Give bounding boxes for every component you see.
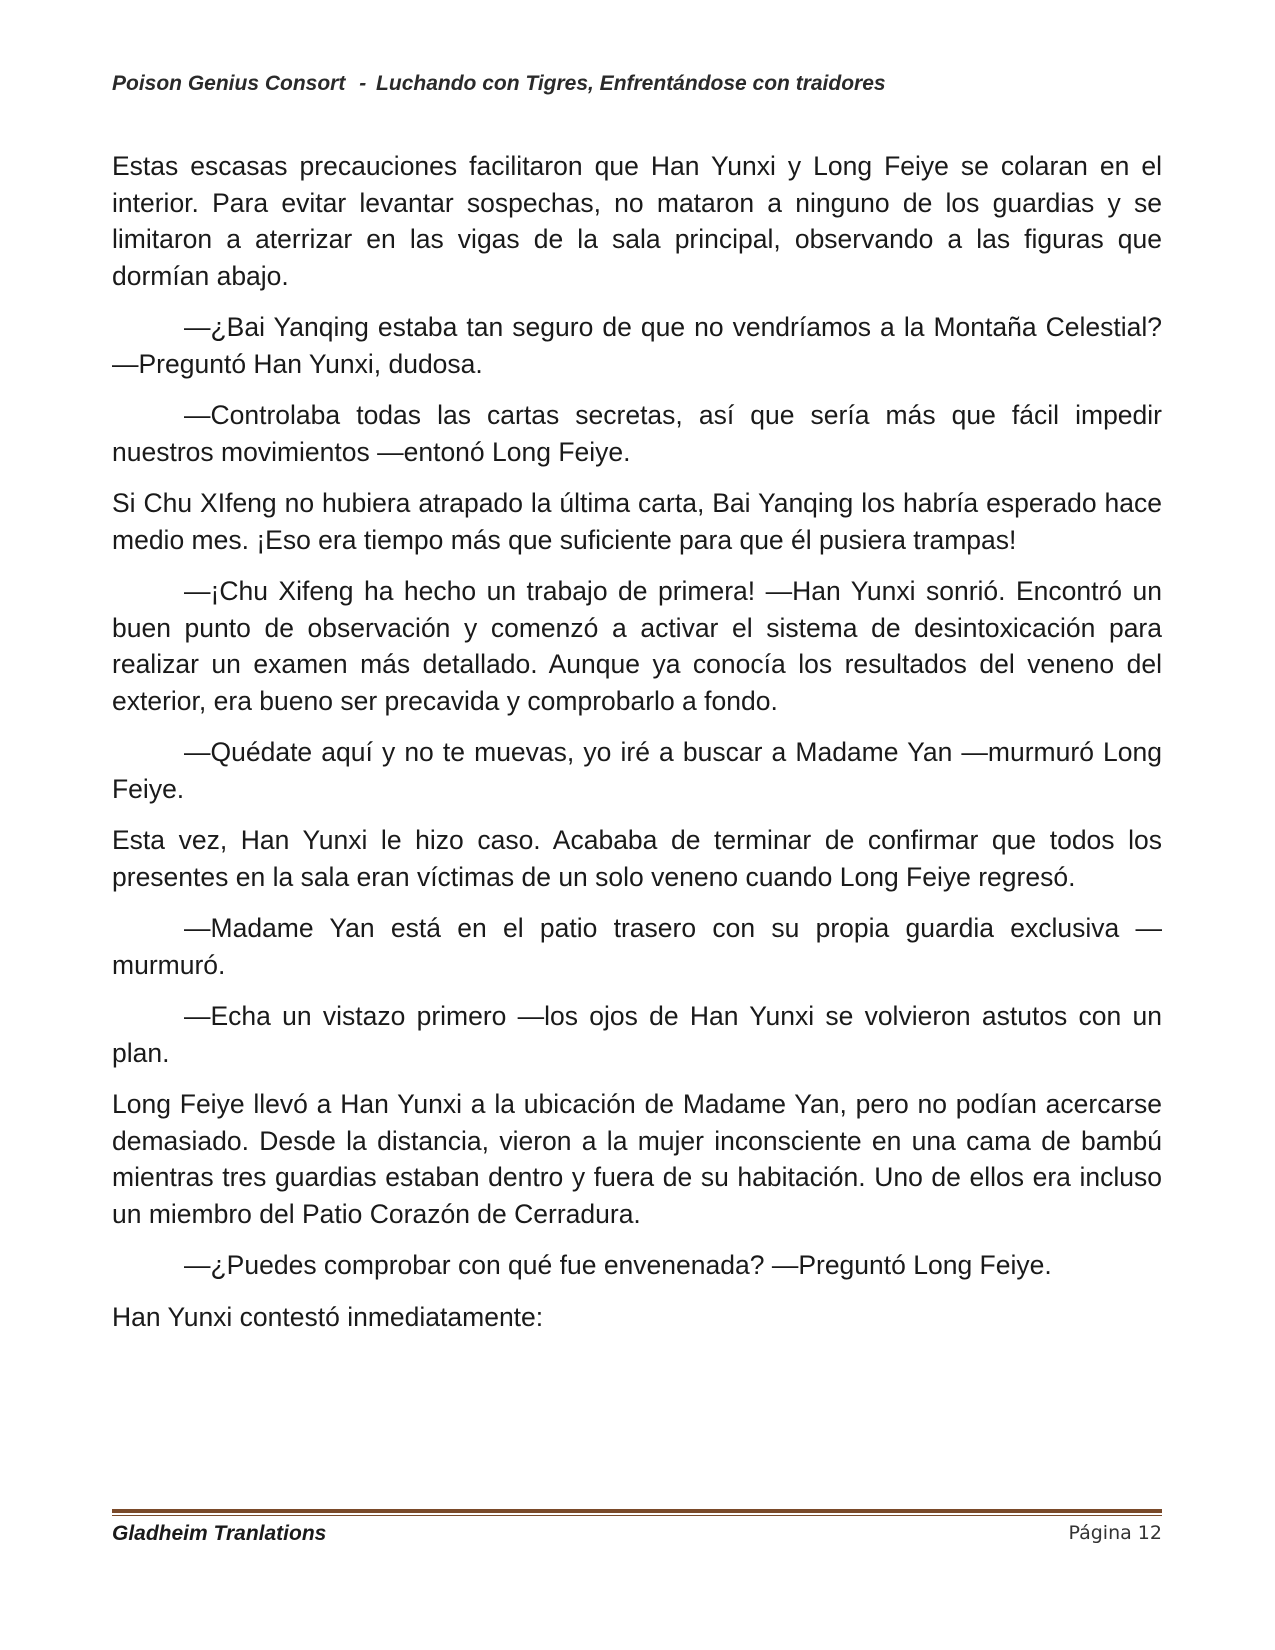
body-text [112,148,1162,1350]
footer-divider-thick [112,1509,1162,1513]
paragraph: Long Feiye llevó a Han Yunxi a la ubicación de Madame Yan, pero no podían acercarse demasiado. Desde la distancia, vieron a la mujer inconsciente en una cama de bambú mientras tres guardias estaban dentro y fuera de su habitación. Uno de ellos era incluso un miembro del Patio Corazón de Cerradura. [112,1089,1162,1229]
paragraph: —Madame Yan está en el patio trasero con su propia guardia exclusiva —murmuró. [112,913,1162,980]
paragraph: —¿Bai Yanqing estaba tan seguro de que no vendríamos a la Montaña Celestial? —Preguntó Han Yunxi, dudosa. [112,312,1162,379]
footer-divider [112,1509,1162,1516]
footer-divider-thin [112,1515,1162,1516]
paragraph: Han Yunxi contestó inmediatamente: [112,1301,544,1332]
book-title: Poison Genius Consort [112,72,346,95]
paragraph: Esta vez, Han Yunxi le hizo caso. Acababa de terminar de confirmar que todos los presentes en la sala eran víctimas de un solo veneno cuando Long Feiye regresó. [112,825,1162,892]
page-footer [112,1522,1162,1552]
translator-credit: Gladheim Tranlations [112,1522,327,1545]
paragraph: —Quédate aquí y no te muevas, yo iré a buscar a Madame Yan —murmuró Long Feiye. [112,737,1162,804]
paragraph: —¡Chu Xifeng ha hecho un trabajo de primera! —Han Yunxi sonrió. Encontró un buen punto de observación y comenzó a activar el sistema de desintoxicación para realizar un examen más detallado. Aunque ya conocía los resultados del veneno del exterior, era bueno ser precavida y comprobarlo a fondo. [112,576,1162,716]
paragraph: —¿Puedes comprobar con qué fue envenenada? —Preguntó Long Feiye. [184,1250,1052,1280]
header-separator: - [359,72,367,95]
paragraph: Estas escasas precauciones facilitaron que Han Yunxi y Long Feiye se colaran en el interior. Para evitar levantar sospechas, no mataron a ninguno de los guardias y se limitaron a aterrizar en las vigas de la sala principal, observando a las figuras que dormían abajo. [112,151,1162,291]
chapter-title: Luchando con Tigres, Enfrentándose con traidores [376,72,886,95]
paragraph: Si Chu XIfeng no hubiera atrapado la última carta, Bai Yanqing los habría esperado hace medio mes. ¡Eso era tiempo más que suficiente para que él pusiera trampas! [112,488,1162,555]
page-header [112,72,1162,96]
paragraph: —Echa un vistazo primero —los ojos de Han Yunxi se volvieron astutos con un plan. [112,1001,1162,1068]
page-number: Página 12 [1068,1522,1162,1544]
paragraph: —Controlaba todas las cartas secretas, así que sería más que fácil impedir nuestros movimientos —entonó Long Feiye. [112,400,1162,467]
